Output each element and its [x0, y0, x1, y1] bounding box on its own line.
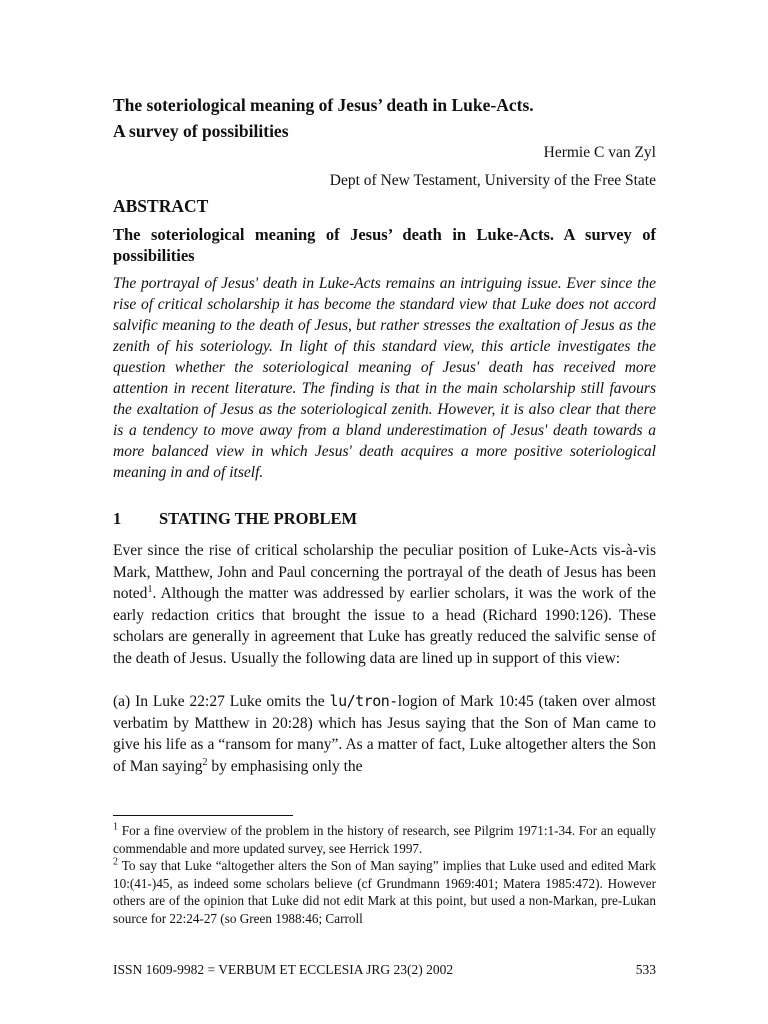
body-paragraph-2: [113, 691, 656, 777]
footnote-ref-1[interactable]: 1: [147, 583, 153, 595]
greek-term: lu/tron-: [329, 692, 398, 710]
section-number: 1: [113, 509, 122, 528]
abstract-body: The portrayal of Jesus' death in Luke-Acts remains an intriguing issue. Ever since the rise of critical scholarship it has become the standard view that Luke does not accord salvific meaning to the death of Jesus, but rather stresses the exaltation of Jesus as the zenith of his soteriology. In light of this standard view, this article investigates the question whether the soteriological meaning of Jesus' death has received more attention in recent literature. The finding is that in the main scholarship still favours the exaltation of Jesus as the soteriological zenith. However, it is also clear that there is a tendency to move away from a bland underestimation of Jesus' death towards a more balanced view in which Jesus' death acquires a more positive soteriological meaning in and of itself.: [113, 275, 656, 481]
article-title: [113, 92, 656, 144]
footnote-2: [113, 857, 656, 927]
body-paragraph-1: [113, 540, 656, 669]
footnote-marker: 1: [113, 821, 118, 833]
footnote-1: [113, 822, 656, 857]
article-title-line-1: The soteriological meaning of Jesus’ death in Luke-Acts.: [113, 95, 534, 115]
article-title-line-2: A survey of possibilities: [113, 121, 289, 141]
footnote-text: For a fine overview of the problem in the history of research, see Pilgrim 1971:1-34. For an equally commendable and more updated survey, see Herrick 1997.: [113, 823, 656, 856]
abstract-heading: ABSTRACT: [113, 196, 209, 216]
page-footer: [113, 962, 656, 978]
section-title: STATING THE PROBLEM: [159, 509, 358, 528]
paragraph-text: . Although the matter was addressed by earlier scholars, it was the work of the early redaction critics that brought the issue to a head (Richard 1990:126). These scholars are generally in agreement that Luke has greatly reduced the salvific sense of the death of Jesus. Usually the following data are lined up in support of this view:: [113, 585, 656, 667]
paragraph-text: Ever since the rise of critical scholarship the peculiar position of Luke-Acts vis-à-vis Mark, Matthew, John and Paul concerning the portrayal of the death of Jesus has been noted: [113, 542, 656, 602]
section-heading: [113, 509, 656, 529]
abstract-title: The soteriological meaning of Jesus’ death in Luke-Acts. A survey of possibilities: [113, 225, 656, 265]
paragraph-text: logion of Mark 10:45 (taken over almost verbatim by Matthew in 20:28) which has Jesus saying that the Son of Man came to give his life as a “ransom for many”. As a matter of fact, Luke altogether alters the Son of Man saying: [113, 693, 656, 775]
footnotes: [113, 822, 656, 927]
paragraph-text: by emphasising only the: [207, 757, 363, 775]
footnote-marker: 2: [113, 856, 118, 868]
journal-citation: ISSN 1609-9982 = VERBUM ET ECCLESIA JRG 23(2) 2002: [113, 962, 454, 977]
author-name: Hermie C van Zyl: [543, 144, 656, 161]
page-number: 533: [635, 962, 656, 977]
paragraph-text: (a) In Luke 22:27 Luke omits the: [113, 693, 330, 710]
footnote-text: To say that Luke “altogether alters the Son of Man saying” implies that Luke used and edited Mark 10:(41-)45, as indeed some scholars believe (cf Grundmann 1969:401; Matera 1985:472). However others are of the opinion that Luke did not edit Mark at this point, but used a non-Markan, pre-Lukan source for 22:24-27 (so Green 1988:46; Carroll: [113, 858, 656, 926]
author-affiliation: Dept of New Testament, University of the Free State: [329, 172, 656, 189]
footnote-ref-2[interactable]: 2: [202, 756, 208, 768]
footnote-divider: [113, 815, 293, 816]
